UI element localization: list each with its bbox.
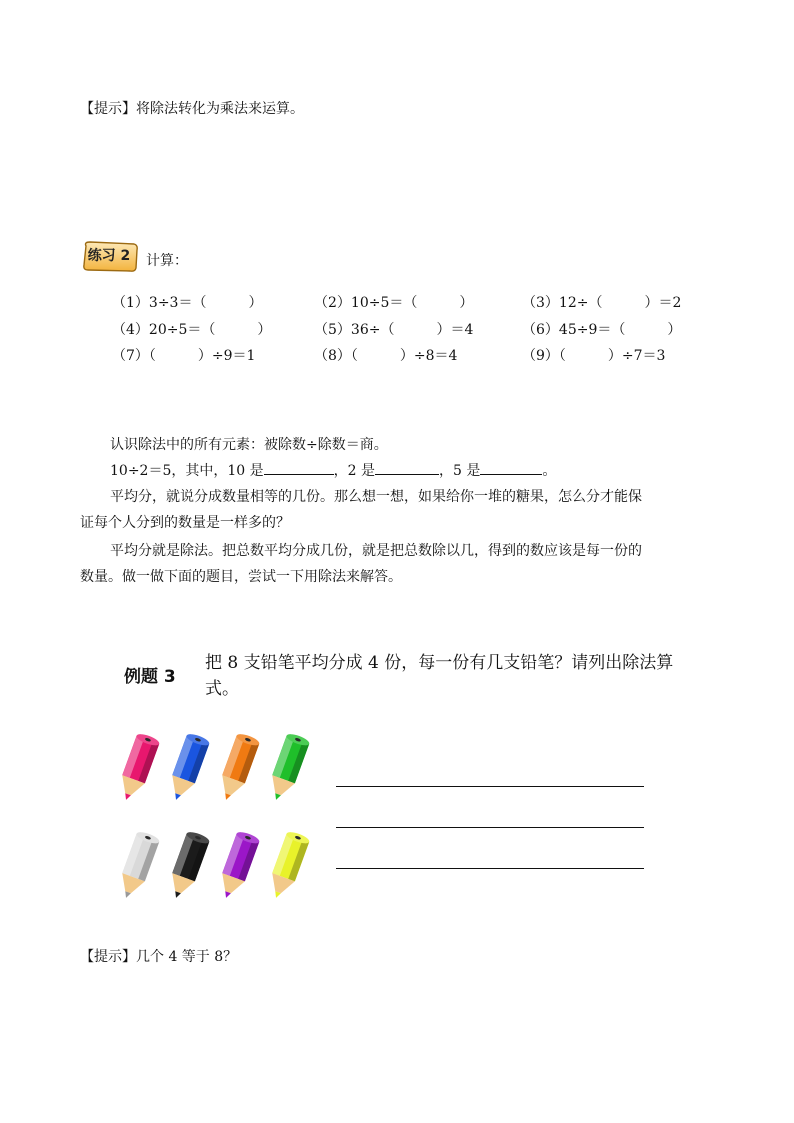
answer-line-3[interactable] — [336, 868, 644, 869]
pencil-icon — [215, 830, 261, 900]
hint-top: 【提示】将除法转化为乘法来运算。 — [80, 101, 304, 117]
example-question: 把 8 支铅笔平均分成 4 份，每一份有几支铅笔？请列出除法算式。 — [205, 653, 674, 699]
pencil-icon — [165, 830, 211, 900]
para2-line-2: 证每个人分到的数量是一样多的？ — [80, 515, 290, 531]
problem-5: （5）36÷（ ）＝4 — [314, 322, 474, 338]
pencil-icon — [265, 830, 311, 900]
problem-2: （2）10÷5＝（ ） — [314, 295, 474, 311]
problem-7: （7）（ ）÷9＝1 — [112, 348, 256, 364]
problem-3: （3）12÷（ ）＝2 — [522, 295, 682, 311]
example-title: 例题 3 — [124, 667, 176, 687]
intro-line-2-d: 。 — [542, 463, 557, 479]
intro-line-1: 认识除法中的所有元素：被除数÷除数＝商。 — [110, 437, 388, 453]
intro-line-2-b: ，2 是 — [333, 463, 375, 479]
practice-instruction: 计算： — [146, 253, 188, 269]
intro-line-2-a: 10÷2＝5，其中，10 是 — [110, 463, 264, 479]
para3-line-2: 数量。做一做下面的题目，尝试一下用除法来解答。 — [80, 569, 402, 585]
problem-8: （8）（ ）÷8＝4 — [314, 348, 458, 364]
answer-line-2[interactable] — [336, 827, 644, 828]
intro-line-2-c: ，5 是 — [438, 463, 481, 479]
hint-bottom: 【提示】几个 4 等于 8？ — [80, 949, 238, 965]
pencil-icon — [265, 732, 311, 804]
pencil-icon — [115, 732, 161, 804]
intro-line-2 — [110, 460, 556, 480]
blank-quotient[interactable] — [480, 460, 542, 475]
blank-divisor[interactable] — [375, 460, 439, 475]
pencil-icon — [115, 830, 161, 900]
practice-badge-label: 练习 2 — [87, 248, 131, 264]
problem-4: （4）20÷5＝（ ） — [112, 322, 272, 338]
problem-9: （9）（ ）÷7＝3 — [522, 348, 666, 364]
problem-6: （6）45÷9＝（ ） — [522, 322, 682, 338]
pencils-illustration — [112, 728, 322, 900]
practice-badge — [80, 240, 138, 272]
pencil-icon — [215, 732, 261, 804]
answer-line-1[interactable] — [336, 786, 644, 787]
blank-dividend[interactable] — [264, 460, 334, 475]
para2-line-1: 平均分，就说分成数量相等的几份。那么想一想，如果给你一堆的糖果，怎么分才能保 — [110, 489, 642, 505]
problem-1: （1）3÷3＝（ ） — [112, 295, 263, 311]
pencil-icon — [165, 732, 211, 804]
para3-line-1: 平均分就是除法。把总数平均分成几份，就是把总数除以几，得到的数应该是每一份的 — [110, 543, 642, 559]
